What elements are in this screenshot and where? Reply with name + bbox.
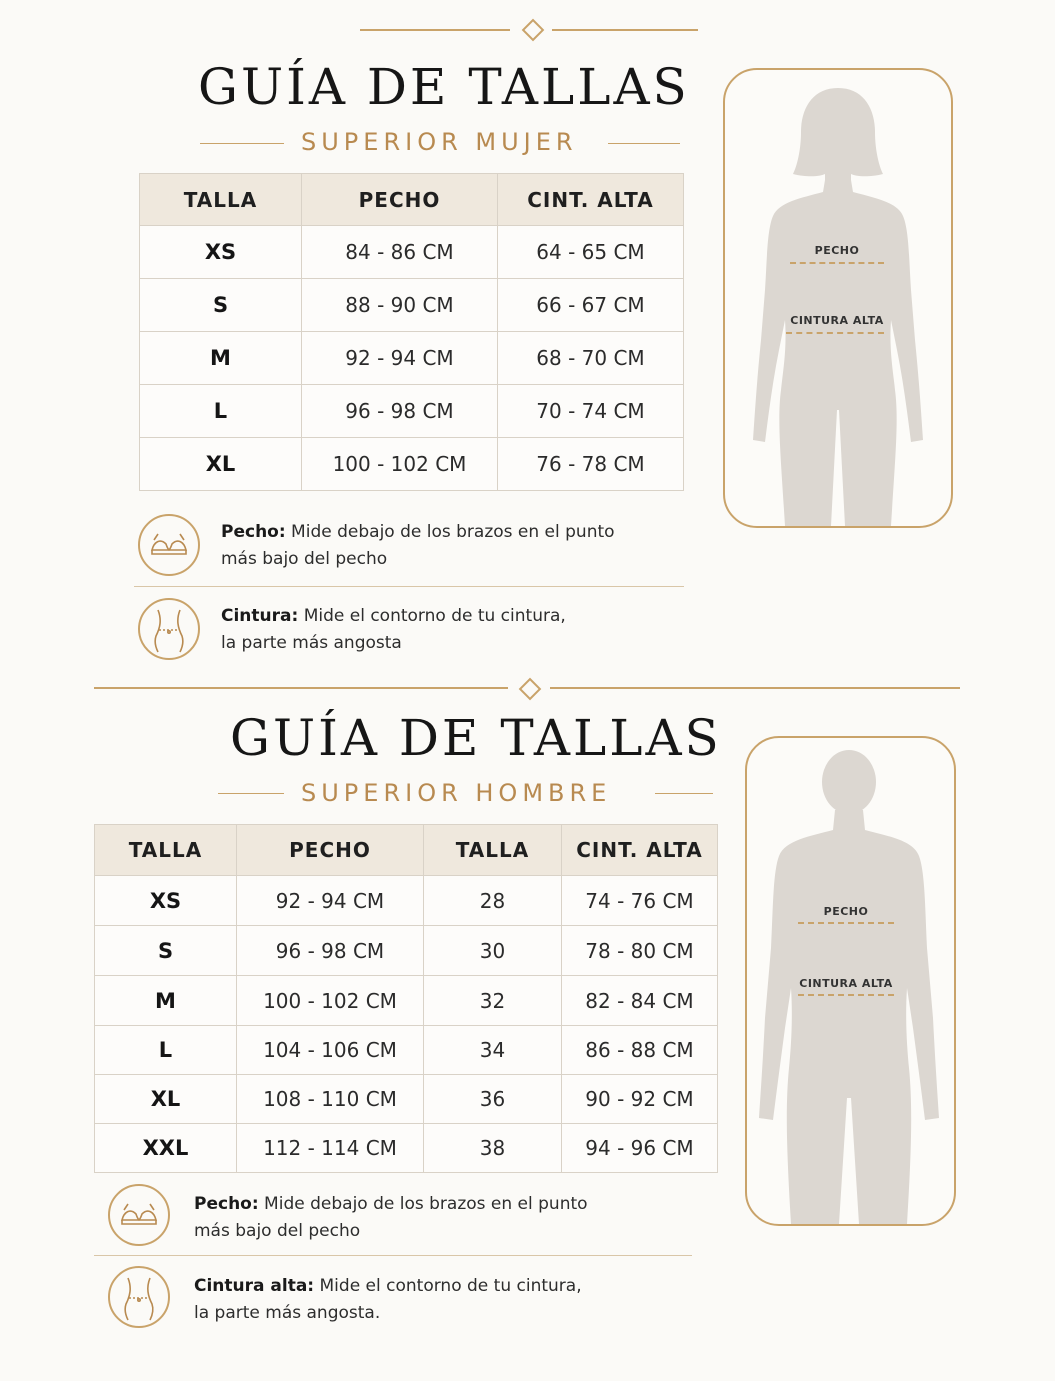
note-text-line2: más bajo del pecho — [221, 549, 388, 569]
size-cell: XL — [140, 438, 302, 491]
table-row — [140, 226, 684, 279]
waist-cell: 90 - 92 CM — [562, 1075, 718, 1124]
waist-cell: 74 - 76 CM — [562, 876, 718, 926]
size-cell: XS — [95, 876, 237, 926]
woman-silhouette-icon — [725, 70, 951, 526]
chest-cell: 96 - 98 CM — [237, 926, 424, 976]
note-text-line2: más bajo del pecho — [194, 1221, 361, 1241]
woman-figure-frame — [723, 68, 953, 528]
man-chest-label: PECHO — [823, 905, 869, 918]
woman-notes-separator — [134, 586, 684, 587]
table-row — [140, 279, 684, 332]
man-size-table — [94, 824, 718, 1173]
note-text: Mide el contorno de tu cintura, — [314, 1276, 582, 1296]
table-row — [95, 1026, 718, 1075]
size-number-cell: 32 — [424, 976, 562, 1026]
man-title: GUÍA DE TALLAS — [230, 709, 722, 767]
header-talla-num: TALLA — [424, 825, 562, 876]
size-cell: XXL — [95, 1124, 237, 1173]
man-waist-dash — [798, 994, 894, 996]
woman-chest-dash — [790, 262, 884, 264]
man-subtitle-line-left — [218, 793, 284, 794]
waist-cell: 70 - 74 CM — [498, 385, 684, 438]
note-text-line2: la parte más angosta. — [194, 1303, 381, 1323]
table-header-row — [95, 825, 718, 876]
man-waist-icon — [108, 1266, 170, 1328]
woman-chest-label: PECHO — [814, 244, 860, 257]
size-cell: L — [95, 1026, 237, 1075]
header-cint-alta: CINT. ALTA — [498, 174, 684, 226]
man-note-waist — [194, 1273, 634, 1327]
woman-title: GUÍA DE TALLAS — [198, 58, 690, 116]
man-chest-dash — [798, 922, 894, 924]
man-subtitle-line-right — [655, 793, 713, 794]
waist-cell: 64 - 65 CM — [498, 226, 684, 279]
size-cell: XL — [95, 1075, 237, 1124]
middle-divider-left — [94, 687, 508, 689]
waist-cell: 76 - 78 CM — [498, 438, 684, 491]
header-cint-alta: CINT. ALTA — [562, 825, 718, 876]
note-label: Pecho: — [221, 522, 286, 542]
size-cell: L — [140, 385, 302, 438]
top-diamond-ornament — [522, 19, 545, 42]
chest-cell: 104 - 106 CM — [237, 1026, 424, 1075]
chest-cell: 92 - 94 CM — [237, 876, 424, 926]
size-number-cell: 36 — [424, 1075, 562, 1124]
size-cell: S — [140, 279, 302, 332]
man-notes-separator — [94, 1255, 692, 1256]
size-cell: M — [95, 976, 237, 1026]
note-label: Cintura: — [221, 606, 299, 626]
man-note-chest — [194, 1191, 634, 1245]
header-talla: TALLA — [140, 174, 302, 226]
waist-cell: 78 - 80 CM — [562, 926, 718, 976]
woman-bra-icon — [138, 514, 200, 576]
waist-cell: 94 - 96 CM — [562, 1124, 718, 1173]
header-pecho: PECHO — [237, 825, 424, 876]
table-row — [140, 332, 684, 385]
chest-cell: 84 - 86 CM — [302, 226, 498, 279]
woman-waist-icon — [138, 598, 200, 660]
woman-subtitle-line-right — [608, 143, 680, 144]
note-label: Cintura alta: — [194, 1276, 315, 1296]
man-subtitle: SUPERIOR HOMBRE — [301, 779, 612, 807]
middle-divider-right — [550, 687, 960, 689]
chest-cell: 96 - 98 CM — [302, 385, 498, 438]
note-text: Mide debajo de los brazos en el punto — [285, 522, 615, 542]
table-row — [95, 1124, 718, 1173]
table-row — [95, 876, 718, 926]
note-text-line2: la parte más angosta — [221, 633, 402, 653]
woman-subtitle: SUPERIOR MUJER — [301, 128, 578, 156]
note-label: Pecho: — [194, 1194, 259, 1214]
size-number-cell: 38 — [424, 1124, 562, 1173]
size-number-cell: 34 — [424, 1026, 562, 1075]
waist-cell: 86 - 88 CM — [562, 1026, 718, 1075]
chest-cell: 92 - 94 CM — [302, 332, 498, 385]
chest-cell: 112 - 114 CM — [237, 1124, 424, 1173]
size-cell: S — [95, 926, 237, 976]
table-row — [95, 976, 718, 1026]
man-waist-label: CINTURA ALTA — [799, 977, 893, 990]
table-row — [140, 385, 684, 438]
top-divider-left — [360, 29, 510, 31]
woman-note-waist — [221, 603, 641, 657]
woman-subtitle-line-left — [200, 143, 284, 144]
chest-cell: 108 - 110 CM — [237, 1075, 424, 1124]
note-text: Mide el contorno de tu cintura, — [298, 606, 566, 626]
waist-cell: 66 - 67 CM — [498, 279, 684, 332]
size-number-cell: 30 — [424, 926, 562, 976]
note-text: Mide debajo de los brazos en el punto — [258, 1194, 588, 1214]
woman-size-table — [139, 173, 684, 491]
header-pecho: PECHO — [302, 174, 498, 226]
waist-cell: 82 - 84 CM — [562, 976, 718, 1026]
size-number-cell: 28 — [424, 876, 562, 926]
man-bra-icon — [108, 1184, 170, 1246]
table-row — [95, 926, 718, 976]
size-cell: M — [140, 332, 302, 385]
table-header-row — [140, 174, 684, 226]
table-row — [95, 1075, 718, 1124]
table-row — [140, 438, 684, 491]
top-divider-right — [552, 29, 698, 31]
chest-cell: 100 - 102 CM — [237, 976, 424, 1026]
middle-diamond-ornament — [519, 678, 542, 701]
woman-waist-label: CINTURA ALTA — [790, 314, 884, 327]
woman-note-chest — [221, 519, 641, 573]
chest-cell: 88 - 90 CM — [302, 279, 498, 332]
header-talla: TALLA — [95, 825, 237, 876]
waist-cell: 68 - 70 CM — [498, 332, 684, 385]
chest-cell: 100 - 102 CM — [302, 438, 498, 491]
size-cell: XS — [140, 226, 302, 279]
woman-waist-dash — [786, 332, 884, 334]
